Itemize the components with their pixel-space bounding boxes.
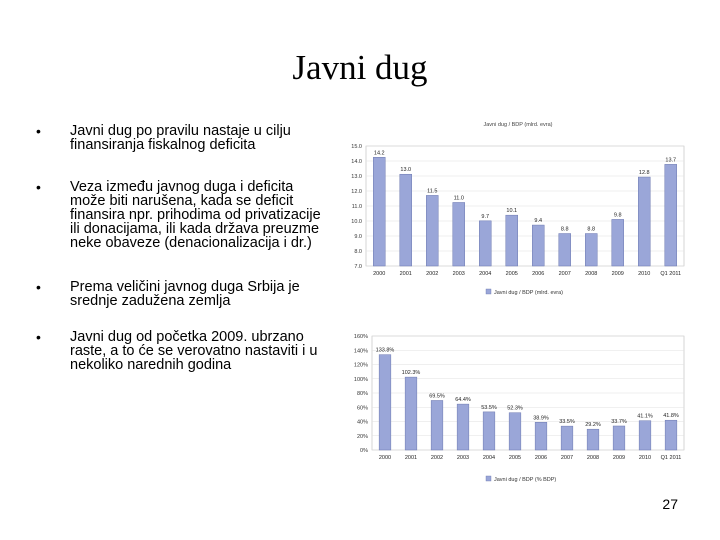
x-tick-label: 2001 <box>404 455 418 461</box>
data-label: 9.7 <box>481 213 490 220</box>
y-tick-label: 140% <box>353 348 368 355</box>
x-tick-label: 2005 <box>508 455 522 461</box>
y-tick-label: 40% <box>356 419 368 426</box>
data-label: 11.5 <box>427 188 438 195</box>
data-label: 64.4% <box>455 397 471 404</box>
y-tick-label: 9.0 <box>354 234 362 240</box>
bar <box>479 221 491 266</box>
data-label: 52.3% <box>507 405 523 412</box>
data-label: 69.5% <box>429 393 445 400</box>
data-label: 33.7% <box>611 418 627 425</box>
x-tick-label: 2008 <box>586 455 600 461</box>
y-tick-label: 7.0 <box>354 264 362 270</box>
bar <box>400 174 412 266</box>
x-tick-label: Q1 2011 <box>660 271 682 277</box>
x-tick-label: 2010 <box>638 271 651 277</box>
debt-billion-eur-chart <box>338 118 686 318</box>
x-tick-label: 2008 <box>585 271 598 277</box>
x-tick-label: 2006 <box>532 271 545 277</box>
data-label: 14.2 <box>373 150 385 157</box>
y-tick-label: 20% <box>356 433 368 440</box>
x-tick-label: 2010 <box>638 455 652 461</box>
bar <box>639 421 651 450</box>
data-label: 11.0 <box>453 195 464 202</box>
bar <box>665 420 677 450</box>
legend-label: Javni dug / BDP (% BDP) <box>494 477 557 483</box>
debt-percent-gdp-chart <box>338 330 686 490</box>
data-label: 41.8% <box>663 413 679 420</box>
bullet-item: • Prema veličini javnog duga Srbija je srednje zadužena zemlja <box>36 280 326 308</box>
bar <box>426 195 438 266</box>
x-tick-label: 2000 <box>373 271 386 277</box>
data-label: 9.4 <box>534 218 543 225</box>
bar <box>535 422 547 450</box>
x-tick-label: 2007 <box>558 271 571 277</box>
bar <box>483 412 495 450</box>
data-label: 102.3% <box>401 370 421 377</box>
chart-title: Javni dug / BDP (mlrd. evra) <box>483 122 553 128</box>
bar <box>638 177 650 266</box>
x-tick-label: 2007 <box>560 455 574 461</box>
y-tick-label: 15.0 <box>351 144 362 150</box>
data-label: 8.8 <box>560 226 569 233</box>
y-tick-label: 100% <box>353 376 368 383</box>
data-label: 29.2% <box>585 422 601 429</box>
y-tick-label: 8.0 <box>354 249 362 255</box>
bar <box>559 234 571 266</box>
bar <box>509 413 521 450</box>
bar <box>506 215 518 266</box>
data-label: 33.5% <box>559 419 575 426</box>
bar <box>431 400 443 450</box>
y-tick-label: 13.0 <box>351 174 362 180</box>
x-tick-label: 2002 <box>430 455 444 461</box>
page-number: 27 <box>662 496 678 512</box>
y-tick-label: 160% <box>353 334 368 340</box>
bullet-list <box>36 124 326 372</box>
x-tick-label: 2009 <box>612 455 626 461</box>
y-tick-label: 120% <box>353 362 368 369</box>
data-label: 133.8% <box>375 347 395 354</box>
bar <box>379 355 391 450</box>
x-tick-label: 2004 <box>479 271 492 277</box>
x-tick-label: 2002 <box>426 271 439 277</box>
slide-title: Javni dug <box>292 48 428 87</box>
data-label: 38.9% <box>533 415 549 422</box>
x-tick-label: Q1 2011 <box>660 455 682 461</box>
y-tick-label: 10.0 <box>351 219 362 225</box>
y-tick-label: 12.0 <box>351 189 362 195</box>
data-label: 53.5% <box>481 404 497 411</box>
data-label: 9.8 <box>613 212 622 219</box>
y-tick-label: 0% <box>360 448 368 454</box>
x-tick-label: 2001 <box>399 271 412 277</box>
data-label: 41.1% <box>637 413 653 420</box>
y-tick-label: 11.0 <box>351 204 362 210</box>
bullet-item: • Javni dug od početka 2009. ubrzano raste, a to će se verovatno nastaviti i u nekoliko narednih godina <box>36 330 326 372</box>
x-tick-label: 2004 <box>482 455 496 461</box>
bar <box>373 157 385 266</box>
bar <box>457 404 469 450</box>
bullet-item: • Javni dug po pravilu nastaje u cilju finansiranja fiskalnog deficita <box>36 124 326 152</box>
x-tick-label: 2005 <box>505 271 518 277</box>
x-tick-label: 2000 <box>378 455 392 461</box>
bar <box>665 164 677 266</box>
data-label: 13.7 <box>665 157 677 164</box>
bar <box>613 426 625 450</box>
legend-swatch <box>486 476 491 481</box>
bar <box>587 429 599 450</box>
legend-label: Javni dug / BDP (mlrd. evra) <box>494 290 563 296</box>
bar <box>532 225 544 266</box>
bar <box>405 377 417 450</box>
data-label: 12.8 <box>638 170 650 177</box>
bar <box>585 234 597 266</box>
y-tick-label: 60% <box>356 405 368 412</box>
y-tick-label: 80% <box>356 391 368 397</box>
y-tick-label: 14.0 <box>351 159 362 165</box>
data-label: 8.8 <box>587 226 596 233</box>
bar <box>561 426 573 450</box>
data-label: 10.1 <box>506 208 518 215</box>
bar <box>612 219 624 266</box>
x-tick-label: 2009 <box>611 271 624 277</box>
x-tick-label: 2003 <box>452 271 465 277</box>
bar <box>453 202 465 266</box>
x-tick-label: 2003 <box>456 455 470 461</box>
x-tick-label: 2006 <box>534 455 548 461</box>
bullet-item: • Veza između javnog duga i deficita može biti narušena, kada se deficit finansira npr. prihodima od privatizacije ili donacijama, ili kada država preuzme neke obaveze (denacionalizacija i dr.) <box>36 180 326 250</box>
data-label: 13.0 <box>400 167 412 174</box>
legend-swatch <box>486 289 491 294</box>
